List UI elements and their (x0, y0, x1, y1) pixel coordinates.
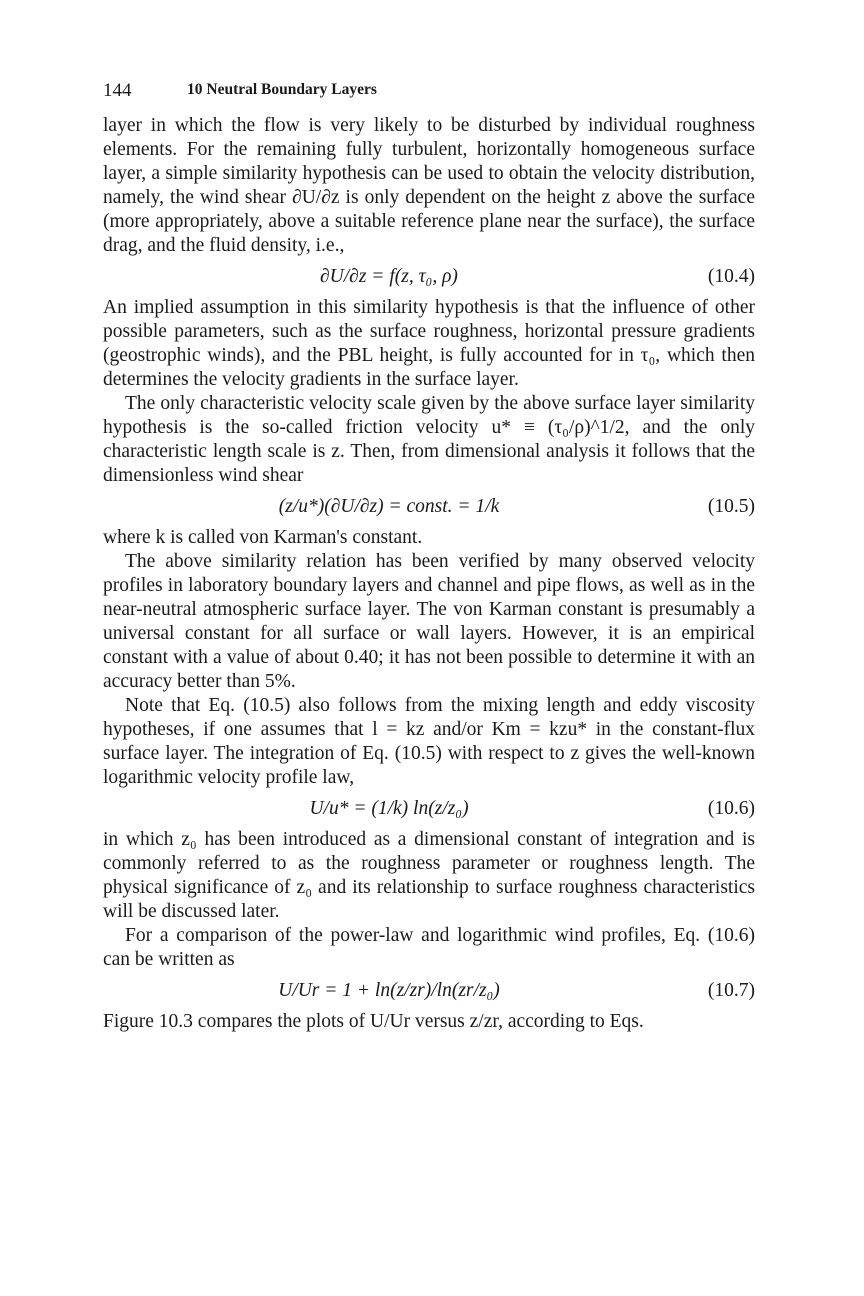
equation-10-7 (103, 979, 755, 1003)
equation-body: U/Ur = 1 + ln(z/zr)/ln(zr/z₀) (278, 980, 500, 1001)
equation-body: (z/u*)(∂U/∂z) = const. = 1/k (278, 496, 500, 517)
equation-10-4 (103, 265, 755, 289)
equation-body: U/u* = (1/k) ln(z/z₀) (309, 798, 469, 819)
page-body (103, 114, 755, 1034)
equation-number: (10.6) (707, 798, 755, 819)
paragraph: For a comparison of the power-law and logarithmic wind profiles, Eq. (10.6) can be written as (103, 925, 755, 970)
equation-body: ∂U/∂z = f(z, τ₀, ρ) (320, 266, 458, 287)
equation-number: (10.7) (707, 980, 755, 1001)
equation-10-5 (103, 495, 755, 519)
page-number: 144 (103, 80, 132, 101)
equation-number: (10.5) (707, 496, 755, 517)
equation-10-6 (103, 797, 755, 821)
chapter-running-head: 10 Neutral Boundary Layers (187, 81, 377, 98)
equation-number: (10.4) (707, 266, 755, 287)
paragraph: The only characteristic velocity scale given by the above surface layer similarity hypothesis is the so-called friction velocity u* ≡ (τ₀/ρ)^1/2, and the only characteristic length scale is z. Then, from dimensional analysis it follows that the dimensionless wind shear (103, 393, 755, 486)
paragraph: layer in which the flow is very likely to be disturbed by individual roughness elements. For the remaining fully turbulent, horizontally homogeneous surface layer, a simple similarity hypothesis can be used to obtain the velocity distribution, namely, the wind shear ∂U/∂z is only dependent on the height z above the surface (more appropriately, above a suitable reference plane near the surface), the surface drag, and the fluid density, i.e., (103, 115, 755, 256)
running-header (103, 80, 763, 106)
paragraph: where k is called von Karman's constant. (103, 527, 423, 548)
paragraph: The above similarity relation has been verified by many observed velocity profiles in laboratory boundary layers and channel and pipe flows, as well as in the near-neutral atmospheric surface layer. The von Karman constant is presumably a universal constant for all surface or wall layers. However, it is an empirical constant with a value of about 0.40; it has not been possible to determine it with an accuracy better than 5%. (103, 551, 755, 692)
paragraph: Figure 10.3 compares the plots of U/Ur versus z/zr, according to Eqs. (103, 1011, 644, 1032)
paragraph: An implied assumption in this similarity hypothesis is that the influence of other possible parameters, such as the surface roughness, horizontal pressure gradients (geostrophic winds), and the PBL height, is fully accounted for in τ₀, which then determines the velocity gradients in the surface layer. (103, 297, 755, 390)
paragraph: Note that Eq. (10.5) also follows from the mixing length and eddy viscosity hypotheses, if one assumes that l = kz and/or Km = kzu* in the constant-flux surface layer. The integration of Eq. (10.5) with respect to z gives the well-known logarithmic velocity profile law, (103, 695, 755, 788)
paragraph: in which z₀ has been introduced as a dimensional constant of integration and is commonly referred to as the roughness parameter or roughness length. The physical significance of z₀ and its relationship to surface roughness characteristics will be discussed later. (103, 829, 755, 922)
